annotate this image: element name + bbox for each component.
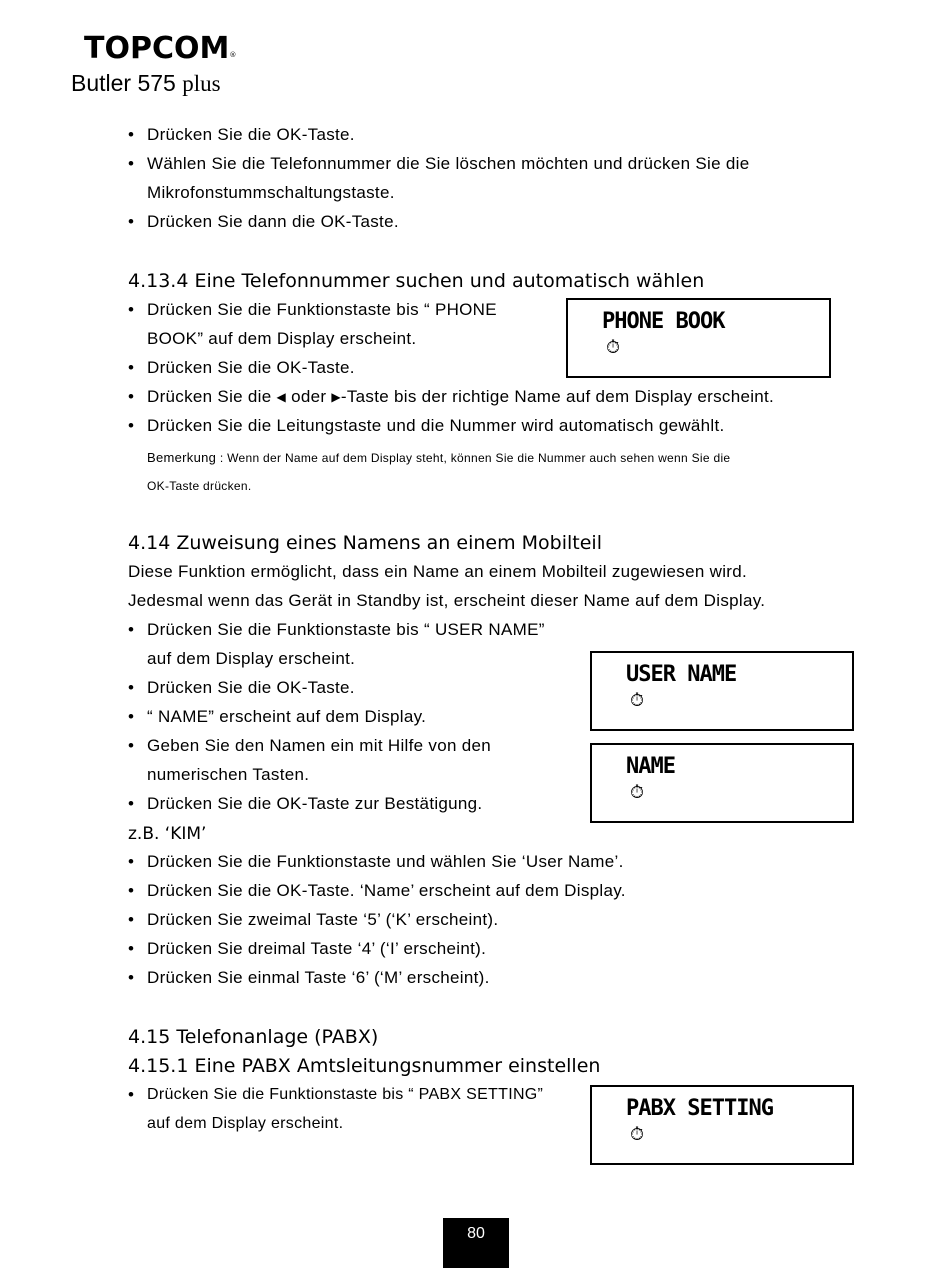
- subsection-heading: 4.15.1 Eine PABX Amtsleitungsnummer einstellen: [128, 1055, 601, 1077]
- note-label: Bemerkung: [147, 450, 217, 465]
- bullet: •: [128, 300, 134, 319]
- list-item-continuation: Mikrofonstummschaltungstaste.: [147, 183, 395, 202]
- list-item-continuation: auf dem Display erscheint.: [147, 649, 356, 668]
- list-item: Drücken Sie die OK-Taste.: [147, 358, 355, 377]
- bullet: •: [128, 939, 134, 958]
- list-item: Drücken Sie die Funktionstaste und wählen Sie ‘User Name’.: [147, 852, 624, 871]
- bullet: •: [128, 125, 134, 144]
- list-item: Wählen Sie die Telefonnummer die Sie löschen möchten und drücken Sie die: [147, 154, 750, 173]
- list-item-continuation: BOOK” auf dem Display erscheint.: [147, 329, 417, 348]
- list-item: Drücken Sie die OK-Taste.: [147, 678, 355, 697]
- left-arrow-icon: ◀: [276, 390, 287, 404]
- list-item: Drücken Sie die ◀ oder ▶-Taste bis der richtige Name auf dem Display erscheint.: [147, 387, 775, 406]
- list-item: Drücken Sie die Leitungstaste und die Nummer wird automatisch gewählt.: [147, 416, 725, 435]
- bullet: •: [128, 620, 134, 639]
- list-item-continuation: numerischen Tasten.: [147, 765, 310, 784]
- list-item: Drücken Sie die OK-Taste.: [147, 125, 355, 144]
- right-arrow-icon: ▶: [331, 390, 341, 404]
- list-item: Drücken Sie die Funktionstaste bis “ USER NAME”: [147, 620, 545, 639]
- list-item: Drücken Sie die Funktionstaste bis “ PABX SETTING”: [147, 1086, 544, 1103]
- list-item-continuation: auf dem Display erscheint.: [147, 1115, 344, 1132]
- list-item: Drücken Sie dreimal Taste ‘4’ (‘I’ erscheint).: [147, 939, 487, 958]
- bullet: •: [128, 154, 134, 173]
- handset-timer-icon: ⏱: [630, 1124, 645, 1145]
- model-suffix: plus: [182, 71, 221, 96]
- handset-timer-icon: ⏱: [630, 782, 645, 803]
- bullet: •: [128, 852, 134, 871]
- page-number: 80: [443, 1218, 509, 1268]
- handset-timer-icon: ⏱: [630, 690, 645, 711]
- section-heading: 4.13.4 Eine Telefonnummer suchen und automatisch wählen: [128, 270, 705, 292]
- list-item: Drücken Sie dann die OK-Taste.: [147, 212, 399, 231]
- brand-logo: TOPCOM®: [84, 31, 237, 66]
- lcd-text: PHONE BOOK: [602, 309, 725, 334]
- bullet: •: [128, 881, 134, 900]
- lcd-text: USER NAME: [626, 662, 737, 687]
- lcd-display-username: [590, 651, 854, 731]
- lcd-text: PABX SETTING: [626, 1096, 773, 1121]
- bullet: •: [128, 358, 134, 377]
- example-label: z.B. ‘KIM’: [128, 824, 207, 844]
- model-name: Butler 575 plus: [71, 70, 221, 96]
- lcd-display-pabx: [590, 1085, 854, 1165]
- bullet: •: [128, 736, 134, 755]
- note: Bemerkung : Wenn der Name auf dem Display steht, können Sie die Nummer auch sehen wenn Sie die: [147, 450, 731, 465]
- list-item: Drücken Sie die OK-Taste zur Bestätigung.: [147, 794, 483, 813]
- bullet: •: [128, 416, 134, 435]
- lcd-text: NAME: [626, 754, 675, 779]
- bullet: •: [128, 794, 134, 813]
- registered-mark: ®: [229, 51, 237, 59]
- paragraph: Diese Funktion ermöglicht, dass ein Name an einem Mobilteil zugewiesen wird.: [128, 562, 748, 581]
- bullet: •: [128, 1085, 134, 1104]
- paragraph: Jedesmal wenn das Gerät in Standby ist, erscheint dieser Name auf dem Display.: [128, 591, 766, 610]
- bullet: •: [128, 707, 134, 726]
- list-item: Drücken Sie die Funktionstaste bis “ PHONE: [147, 300, 497, 319]
- list-item: Geben Sie den Namen ein mit Hilfe von den: [147, 736, 491, 755]
- list-item: Drücken Sie zweimal Taste ‘5’ (‘K’ erscheint).: [147, 910, 499, 929]
- bullet: •: [128, 968, 134, 987]
- bullet: •: [128, 387, 134, 406]
- lcd-display-name: [590, 743, 854, 823]
- handset-timer-icon: ⏱: [606, 337, 621, 358]
- lcd-display-phonebook: [566, 298, 831, 378]
- bullet: •: [128, 910, 134, 929]
- bullet: •: [128, 212, 134, 231]
- list-item: Drücken Sie einmal Taste ‘6’ (‘M’ erscheint).: [147, 968, 490, 987]
- section-heading: 4.14 Zuweisung eines Namens an einem Mobilteil: [128, 532, 602, 554]
- note-continuation: OK-Taste drücken.: [147, 479, 252, 493]
- section-heading: 4.15 Telefonanlage (PABX): [128, 1026, 379, 1048]
- list-item: Drücken Sie die OK-Taste. ‘Name’ erscheint auf dem Display.: [147, 881, 626, 900]
- bullet: •: [128, 678, 134, 697]
- list-item: “ NAME” erscheint auf dem Display.: [147, 707, 427, 726]
